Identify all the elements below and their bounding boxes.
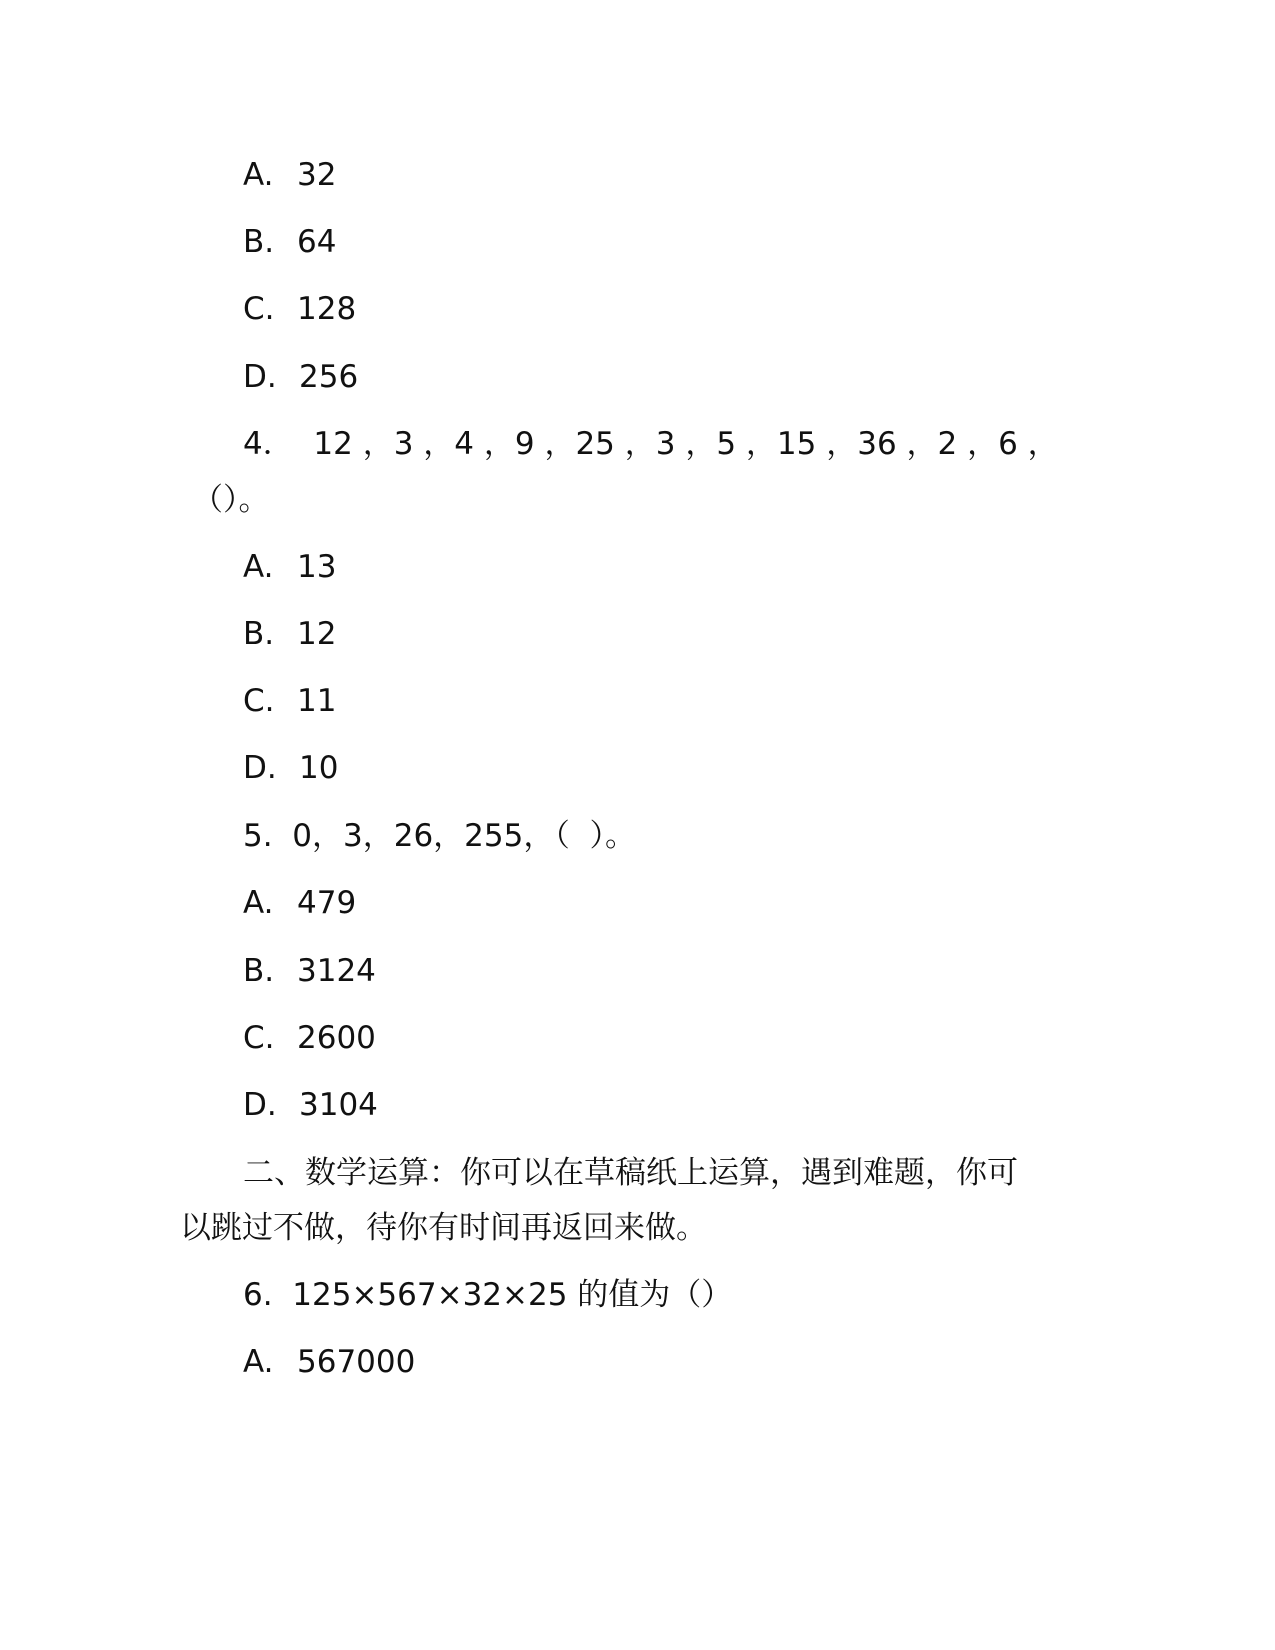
option-letter: B. xyxy=(243,953,275,989)
option-value: 3124 xyxy=(297,953,376,989)
option-value: 12 xyxy=(297,616,337,652)
q5-option-c xyxy=(243,1018,376,1058)
q4-option-d xyxy=(243,748,338,788)
option-letter: A. xyxy=(243,885,274,921)
q4-option-b xyxy=(243,614,336,654)
q4-option-a xyxy=(243,547,336,587)
q6-stem: 6. 125×567×32×25 的值为（） xyxy=(243,1277,733,1313)
option-value: 128 xyxy=(297,291,357,327)
option-value: 64 xyxy=(297,224,337,260)
option-value: 567000 xyxy=(297,1344,416,1380)
option-letter: C. xyxy=(243,683,275,719)
option-value: 256 xyxy=(299,359,359,395)
option-letter: B. xyxy=(243,224,275,260)
q5-stem: 5. 0，3，26，255，（ ）。 xyxy=(243,818,637,854)
option-letter: C. xyxy=(243,291,275,327)
option-letter: D. xyxy=(243,1087,277,1123)
option-letter: A. xyxy=(243,549,274,585)
option-value: 479 xyxy=(297,885,357,921)
option-letter: B. xyxy=(243,616,275,652)
option-letter: D. xyxy=(243,750,277,786)
option-value: 3104 xyxy=(299,1087,378,1123)
option-letter: A. xyxy=(243,157,274,193)
option-value: 32 xyxy=(297,157,337,193)
q3-option-c xyxy=(243,289,356,329)
q3-option-d xyxy=(243,357,358,397)
option-value: 2600 xyxy=(297,1020,376,1056)
q3-option-a xyxy=(243,155,336,195)
q5-option-a xyxy=(243,883,356,923)
q5-option-b xyxy=(243,951,376,991)
option-value: 13 xyxy=(297,549,337,585)
q4-option-c xyxy=(243,681,336,721)
option-letter: C. xyxy=(243,1020,275,1056)
q6-option-a xyxy=(243,1342,415,1382)
option-letter: A. xyxy=(243,1344,274,1380)
section2-heading-line1: 二、数学运算：你可以在草稿纸上运算，遇到难题，你可 xyxy=(243,1155,1018,1191)
q4-stem-line1: 4． 12 ，3 ，4 ，9 ，25 ，3 ，5 ，15 ，36 ，2 ，6 ， xyxy=(243,426,1059,462)
q3-option-b xyxy=(243,222,336,262)
q4-stem-line2: （）。 xyxy=(192,482,270,518)
option-value: 11 xyxy=(297,683,337,719)
section2-heading-line2: 以跳过不做，待你有时间再返回来做。 xyxy=(180,1210,707,1246)
q5-option-d xyxy=(243,1085,378,1125)
option-value: 10 xyxy=(299,750,339,786)
option-letter: D. xyxy=(243,359,277,395)
